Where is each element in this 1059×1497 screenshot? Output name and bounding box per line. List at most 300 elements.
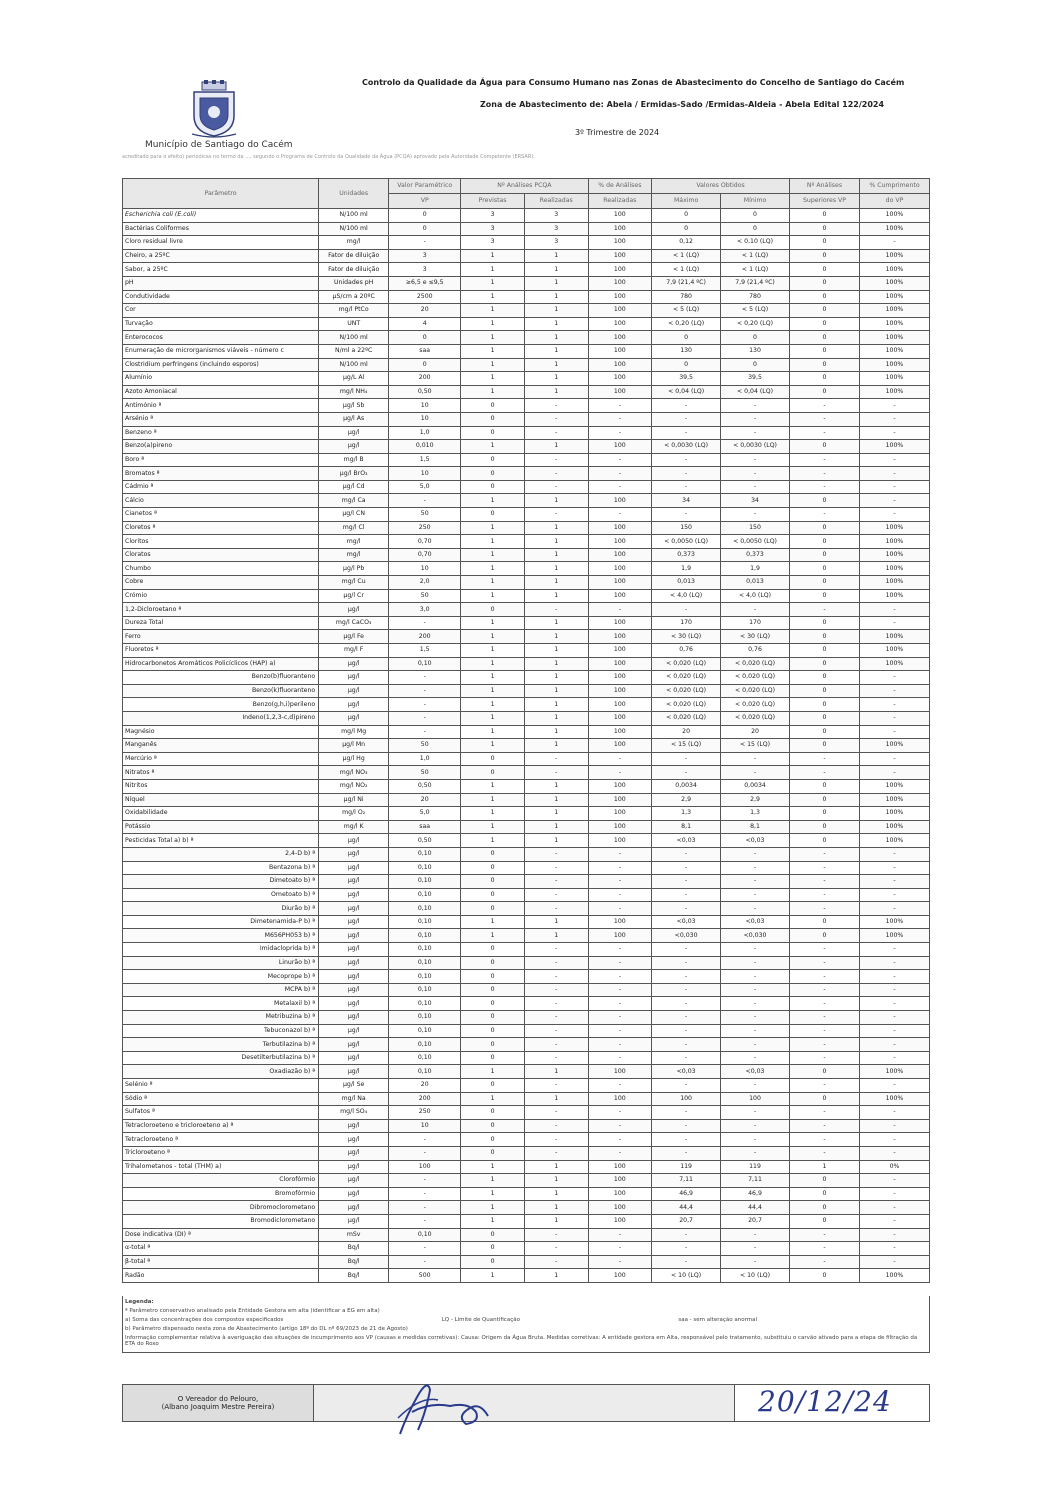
cell-min: 20,7 [721,1214,790,1228]
cell-min: - [721,508,790,522]
cell-prev: 0 [461,1011,525,1025]
cell-max: <0,030 [652,929,721,943]
cell-min: 0,0034 [721,779,790,793]
table-body [123,209,930,1283]
cell-u: µg/l Pb [319,562,389,576]
cell-pct: 100 [588,793,652,807]
quarter-label: 3º Trimestre de 2024 [575,128,660,137]
cell-prev: 3 [461,209,525,223]
cell-max: 0 [652,209,721,223]
cell-min: - [721,412,790,426]
cell-sup: 0 [789,372,859,386]
cell-cum: - [859,1146,929,1160]
cell-prev: 0 [461,970,525,984]
cell-sup: 0 [789,576,859,590]
cell-vp: 2500 [389,290,461,304]
cell-u: µg/l [319,1065,389,1079]
cell-vp: 0,10 [389,1228,461,1242]
cell-p: Oxidabilidade [123,807,319,821]
cell-cum: - [859,399,929,413]
cell-min: - [721,1079,790,1093]
cell-cum: - [859,426,929,440]
cell-min: <0,03 [721,1065,790,1079]
cell-real: 1 [524,684,588,698]
cell-min: 7,9 (21,4 ºC) [721,276,790,290]
cell-pct: 100 [588,1214,652,1228]
cell-max: - [652,1038,721,1052]
cell-u: µg/l [319,834,389,848]
cell-sup: - [789,847,859,861]
cell-min: 119 [721,1160,790,1174]
cell-pct: 100 [588,1187,652,1201]
cell-sup: - [789,861,859,875]
cell-vp: 0,10 [389,1024,461,1038]
cell-vp: 10 [389,412,461,426]
cell-u: µg/l [319,1133,389,1147]
cell-sup: 0 [789,657,859,671]
cell-cum: 100% [859,344,929,358]
cell-p: Trihalometanos - total (THM) a) [123,1160,319,1174]
cell-prev: 1 [461,331,525,345]
cell-sup: 0 [789,249,859,263]
header-maximo: Máximo [652,194,721,209]
table-row [123,576,930,590]
cell-p: Cloratos [123,548,319,562]
cell-pct: 100 [588,440,652,454]
cell-min: < 5 (LQ) [721,304,790,318]
cell-pct: 100 [588,222,652,236]
cell-real: 1 [524,616,588,630]
cell-prev: 0 [461,1119,525,1133]
cell-sup: 0 [789,711,859,725]
cell-max: < 0,020 (LQ) [652,657,721,671]
cell-min: 39,5 [721,372,790,386]
cell-p: Dibromoclorometano [123,1201,319,1215]
cell-max: - [652,1242,721,1256]
cell-u: µg/l [319,1187,389,1201]
cell-u: N/100 ml [319,222,389,236]
cell-sup: - [789,766,859,780]
cell-sup: - [789,752,859,766]
cell-pct: 100 [588,779,652,793]
cell-u: µg/l [319,875,389,889]
cell-min: - [721,875,790,889]
cell-min: - [721,467,790,481]
cell-prev: 1 [461,1065,525,1079]
cell-real: 3 [524,209,588,223]
cell-vp: 0,10 [389,970,461,984]
table-row [123,372,930,386]
cell-max: - [652,997,721,1011]
cell-sup: 0 [789,317,859,331]
table-row [123,657,930,671]
cell-p: pH [123,276,319,290]
cell-real: 1 [524,358,588,372]
cell-prev: 0 [461,943,525,957]
cell-pct: 100 [588,739,652,753]
cell-cum: - [859,1133,929,1147]
cell-prev: 0 [461,875,525,889]
cell-max: 44,4 [652,1201,721,1215]
cell-vp: - [389,1214,461,1228]
cell-min: < 0,20 (LQ) [721,317,790,331]
cell-max: < 5 (LQ) [652,304,721,318]
cell-pct: 100 [588,317,652,331]
cell-u: µg/l [319,847,389,861]
cell-prev: 1 [461,1187,525,1201]
cell-max: - [652,970,721,984]
cell-pct: 100 [588,290,652,304]
legend-note-sum: a) Soma das concentrações dos compostos especificados [125,1317,284,1323]
cell-prev: 1 [461,263,525,277]
cell-real: 1 [524,494,588,508]
cell-pct: - [588,412,652,426]
cell-max: < 0,0030 (LQ) [652,440,721,454]
cell-vp: 0,10 [389,875,461,889]
cell-sup: - [789,1011,859,1025]
cell-p: Cobre [123,576,319,590]
cell-sup: 0 [789,820,859,834]
cell-min: - [721,480,790,494]
cell-prev: 1 [461,317,525,331]
cell-max: 0,12 [652,236,721,250]
cell-max: - [652,1228,721,1242]
cell-min: - [721,902,790,916]
cell-cum: 100% [859,249,929,263]
cell-min: < 0,020 (LQ) [721,711,790,725]
cell-u: µg/l [319,698,389,712]
cell-max: - [652,453,721,467]
cell-u: µg/l Cd [319,480,389,494]
cell-u: mg/l Na [319,1092,389,1106]
cell-pct: - [588,1051,652,1065]
cell-prev: 1 [461,1214,525,1228]
cell-u: µg/l [319,1011,389,1025]
cell-cum: - [859,997,929,1011]
cell-vp: 0,010 [389,440,461,454]
cell-sup: - [789,888,859,902]
cell-cum: - [859,956,929,970]
cell-u: µg/l [319,1201,389,1215]
cell-p: Bactérias Coliformes [123,222,319,236]
cell-min: <0,03 [721,915,790,929]
table-row [123,480,930,494]
table-row [123,1242,930,1256]
cell-pct: 100 [588,1092,652,1106]
cell-pct: 100 [588,209,652,223]
cell-p: Ometoato b) ª [123,888,319,902]
cell-prev: 1 [461,657,525,671]
cell-max: < 0,020 (LQ) [652,711,721,725]
cell-p: Hidrocarbonetos Aromáticos Policíclicos (HAP) a) [123,657,319,671]
cell-sup: 0 [789,222,859,236]
cell-u: µg/l [319,943,389,957]
cell-min: 130 [721,344,790,358]
cell-cum: - [859,1011,929,1025]
cell-u: µg/l [319,1160,389,1174]
cell-vp: 1,5 [389,644,461,658]
cell-sup: 0 [789,535,859,549]
cell-min: - [721,1146,790,1160]
cell-p: Selénio ª [123,1079,319,1093]
cell-pct: 100 [588,521,652,535]
cell-cum: - [859,698,929,712]
table-row [123,902,930,916]
cell-vp: 200 [389,372,461,386]
cell-p: Dureza Total [123,616,319,630]
cell-u: mg/l Cl [319,521,389,535]
cell-vp: - [389,671,461,685]
cell-max: 119 [652,1160,721,1174]
cell-sup: 0 [789,331,859,345]
cell-max: - [652,983,721,997]
cell-u: µg/l [319,684,389,698]
cell-max: - [652,399,721,413]
cell-p: Tetracloroeteno e tricloroeteno a) ª [123,1119,319,1133]
cell-min: 1,9 [721,562,790,576]
cell-prev: 1 [461,698,525,712]
cell-prev: 1 [461,589,525,603]
cell-u: mg/l F [319,644,389,658]
table-row [123,861,930,875]
cell-real: - [524,861,588,875]
cell-max: 2,9 [652,793,721,807]
cell-vp: - [389,1146,461,1160]
cell-u: N/ml a 22ºC [319,344,389,358]
cell-p: Bromatos ª [123,467,319,481]
cell-max: < 1 (LQ) [652,249,721,263]
cell-sup: - [789,983,859,997]
cell-pct: 100 [588,657,652,671]
cell-sup: 1 [789,1160,859,1174]
header-sup: Superiores VP [789,194,859,209]
cell-max: 780 [652,290,721,304]
cell-u: mSv [319,1228,389,1242]
cell-sup: 0 [789,548,859,562]
table-row [123,1201,930,1215]
table-row [123,1160,930,1174]
cell-real: 1 [524,1092,588,1106]
cell-vp: 50 [389,508,461,522]
cell-vp: 1,5 [389,453,461,467]
cell-vp: 1,0 [389,426,461,440]
cell-real: - [524,766,588,780]
cell-real: - [524,1146,588,1160]
cell-min: < 1 (LQ) [721,249,790,263]
cell-real: - [524,1255,588,1269]
cell-u: µg/l Sb [319,399,389,413]
cell-pct: - [588,1079,652,1093]
cell-cum: - [859,1187,929,1201]
cell-u: µg/l [319,915,389,929]
cell-min: - [721,861,790,875]
cell-min: - [721,1011,790,1025]
cell-real: 1 [524,372,588,386]
cell-u: µg/l [319,861,389,875]
cell-u: mg/l NO₃ [319,766,389,780]
cell-u: mg/l K [319,820,389,834]
cell-p: Azoto Amoniacal [123,385,319,399]
cell-max: - [652,1024,721,1038]
table-row [123,603,930,617]
cell-cum: - [859,616,929,630]
cell-prev: 0 [461,847,525,861]
cell-pct: 100 [588,358,652,372]
table-row [123,467,930,481]
cell-cum: - [859,983,929,997]
cell-cum: - [859,1214,929,1228]
table-row [123,997,930,1011]
cell-real: 1 [524,1160,588,1174]
cell-cum: 100% [859,1092,929,1106]
cell-vp: 0,10 [389,956,461,970]
cell-max: 7,9 (21,4 ºC) [652,276,721,290]
cell-min: - [721,1051,790,1065]
cell-pct: - [588,1119,652,1133]
cell-vp: 0,10 [389,1011,461,1025]
table-row [123,684,930,698]
table-row [123,983,930,997]
table-row [123,929,930,943]
header-valores-group: Valores Obtidos [652,179,790,194]
cell-p: Nitritos [123,779,319,793]
table-row [123,494,930,508]
cell-p: Níquel [123,793,319,807]
cell-real: 1 [524,1174,588,1188]
table-row [123,793,930,807]
cell-u: Fator de diluição [319,263,389,277]
cell-prev: 1 [461,807,525,821]
cell-pct: - [588,888,652,902]
cell-real: 1 [524,562,588,576]
cell-p: Dimetenamida-P b) ª [123,915,319,929]
cell-real: 1 [524,725,588,739]
cell-min: 2,9 [721,793,790,807]
cell-vp: 20 [389,1079,461,1093]
cell-max: 7,11 [652,1174,721,1188]
cell-cum: 100% [859,521,929,535]
cell-u: Bq/l [319,1269,389,1283]
cell-min: 46,9 [721,1187,790,1201]
cell-pct: - [588,902,652,916]
cell-vp: 20 [389,304,461,318]
cell-min: < 15 (LQ) [721,739,790,753]
cell-real: - [524,847,588,861]
cell-p: Cloretos ª [123,521,319,535]
cell-cum: - [859,847,929,861]
cell-real: 1 [524,344,588,358]
cell-max: 170 [652,616,721,630]
cell-min: - [721,1228,790,1242]
cell-u: µg/l [319,888,389,902]
cell-real: 1 [524,317,588,331]
cell-sup: 0 [789,263,859,277]
cell-pct: 100 [588,616,652,630]
legend-note-conservative: ª Parâmetro conservativo analisado pela Entidade Gestora em alta (identificar a EG em alta) [125,1308,380,1314]
cell-max: - [652,1079,721,1093]
cell-vp: 100 [389,1160,461,1174]
cell-real: - [524,888,588,902]
cell-min: 0,373 [721,548,790,562]
cell-max: 0 [652,222,721,236]
table-row [123,249,930,263]
cell-max: 8,1 [652,820,721,834]
table-row [123,426,930,440]
cell-real: 1 [524,807,588,821]
cell-max: - [652,1133,721,1147]
cell-cum: 100% [859,1065,929,1079]
cell-pct: - [588,480,652,494]
cell-max: 1,9 [652,562,721,576]
cell-u: µg/l [319,1174,389,1188]
cell-max: <0,03 [652,834,721,848]
cell-prev: 0 [461,1242,525,1256]
legend-note-lq: LQ - Limite de Quantificação [441,1317,520,1323]
cell-p: β-total ª [123,1255,319,1269]
cell-min: 170 [721,616,790,630]
cell-max: - [652,875,721,889]
cell-u: µg/l [319,902,389,916]
cell-p: Indeno(1,2,3-c,d)pireno [123,711,319,725]
cell-cum: - [859,1079,929,1093]
cell-real: 1 [524,385,588,399]
cell-p: Cádmio ª [123,480,319,494]
cell-min: 780 [721,290,790,304]
cell-sup: - [789,603,859,617]
cell-p: Metribuzina b) ª [123,1011,319,1025]
cell-real: 1 [524,1065,588,1079]
cell-p: Mercúrio ª [123,752,319,766]
cell-min: - [721,888,790,902]
table-row [123,521,930,535]
table-row [123,548,930,562]
cell-real: - [524,603,588,617]
cell-prev: 0 [461,467,525,481]
cell-max: < 0,04 (LQ) [652,385,721,399]
cell-p: Turvação [123,317,319,331]
cell-min: 44,4 [721,1201,790,1215]
table-row [123,344,930,358]
cell-min: 7,11 [721,1174,790,1188]
table-row [123,263,930,277]
cell-max: 39,5 [652,372,721,386]
cell-u: mg/l SO₄ [319,1106,389,1120]
cell-min: - [721,603,790,617]
cell-max: <0,03 [652,1065,721,1079]
table-row [123,698,930,712]
cell-real: 1 [524,657,588,671]
cell-p: Benzo(a)pireno [123,440,319,454]
cell-vp: 0,10 [389,902,461,916]
cell-cum: 100% [859,929,929,943]
legend-note-saa: saa - sem alteração anormal [678,1317,757,1323]
cell-pct: - [588,508,652,522]
cell-vp: 5,0 [389,807,461,821]
table-row [123,1174,930,1188]
table-row [123,1119,930,1133]
cell-real: 1 [524,630,588,644]
cell-prev: 1 [461,671,525,685]
cell-real: 1 [524,711,588,725]
cell-max: - [652,480,721,494]
cell-u: mg/l O₂ [319,807,389,821]
cell-pct: - [588,1146,652,1160]
cell-prev: 1 [461,290,525,304]
cell-u: µg/l [319,983,389,997]
cell-cum: - [859,875,929,889]
cell-prev: 0 [461,453,525,467]
cell-p: Benzeno ª [123,426,319,440]
